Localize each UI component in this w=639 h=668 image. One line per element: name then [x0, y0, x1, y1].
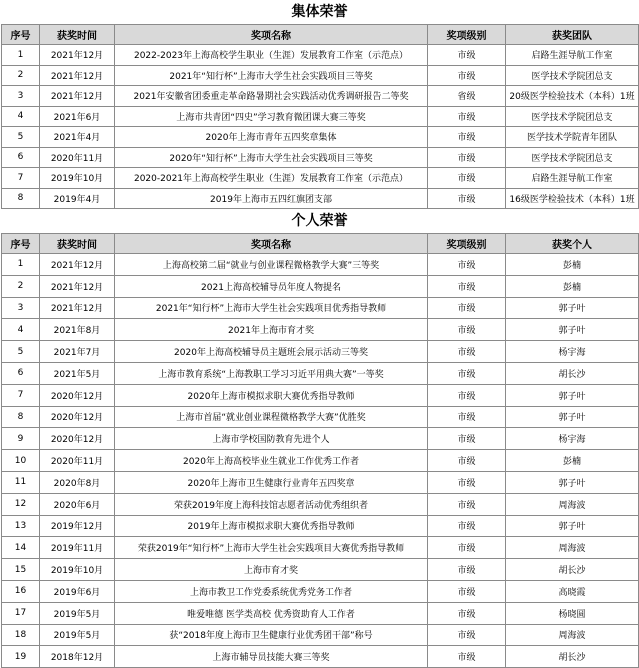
- cell-recipient: 郭子叶: [506, 406, 639, 428]
- cell-award: 2020年“知行杯”上海市大学生社会实践项目三等奖: [115, 147, 428, 168]
- cell-index: 4: [2, 319, 40, 341]
- cell-date: 2019年5月: [40, 624, 115, 646]
- table-row: [2, 515, 639, 537]
- table-row: [2, 493, 639, 515]
- cell-award: 2021年“知行杯”上海市大学生社会实践项目优秀指导教师: [115, 297, 428, 319]
- cell-index: 6: [2, 147, 40, 168]
- cell-recipient: 郭子叶: [506, 297, 639, 319]
- table-row: [2, 624, 639, 646]
- cell-recipient: 20级医学检验技术（本科）1班: [506, 86, 639, 107]
- cell-level: 市级: [428, 450, 506, 472]
- cell-level: 市级: [428, 127, 506, 148]
- cell-award: 上海市辅导员技能大赛三等奖: [115, 646, 428, 668]
- cell-index: 17: [2, 602, 40, 624]
- cell-index: 12: [2, 493, 40, 515]
- cell-award: 2020年上海高校辅导员主题班会展示活动三等奖: [115, 341, 428, 363]
- cell-level: 市级: [428, 341, 506, 363]
- cell-award: 2020年上海市模拟求职大赛优秀指导教师: [115, 384, 428, 406]
- cell-level: 市级: [428, 471, 506, 493]
- table-row: [2, 341, 639, 363]
- cell-award: 2021年上海市育才奖: [115, 319, 428, 341]
- cell-date: 2019年6月: [40, 580, 115, 602]
- cell-date: 2021年6月: [40, 106, 115, 127]
- cell-award: 上海市首届“就业创业课程微格教学大赛”优胜奖: [115, 406, 428, 428]
- table-row: [2, 319, 639, 341]
- cell-recipient: 16级医学检验技术（本科）1班: [506, 188, 639, 209]
- cell-date: 2019年4月: [40, 188, 115, 209]
- cell-index: 15: [2, 559, 40, 581]
- cell-award: 上海市育才奖: [115, 559, 428, 581]
- table-row: [2, 275, 639, 297]
- table-header-row: [2, 234, 639, 254]
- table-row: [2, 406, 639, 428]
- cell-level: 市级: [428, 275, 506, 297]
- cell-recipient: 医学技术学院青年团队: [506, 127, 639, 148]
- table-row: [2, 384, 639, 406]
- cell-level: 市级: [428, 188, 506, 209]
- cell-level: 市级: [428, 406, 506, 428]
- cell-award: 上海市共青团“四史”学习教育微团课大赛三等奖: [115, 106, 428, 127]
- cell-date: 2019年5月: [40, 602, 115, 624]
- cell-level: 市级: [428, 362, 506, 384]
- cell-date: 2021年5月: [40, 362, 115, 384]
- cell-index: 4: [2, 106, 40, 127]
- table-row: [2, 580, 639, 602]
- cell-index: 13: [2, 515, 40, 537]
- cell-level: 市级: [428, 537, 506, 559]
- cell-award: 2020年上海市青年五四奖章集体: [115, 127, 428, 148]
- col-header-recipient: 获奖个人: [506, 234, 639, 254]
- table-row: [2, 188, 639, 209]
- table-row: [2, 45, 639, 66]
- cell-award: 上海市学校国防教育先进个人: [115, 428, 428, 450]
- cell-award: 2020年上海市卫生健康行业青年五四奖章: [115, 471, 428, 493]
- cell-level: 省级: [428, 86, 506, 107]
- cell-recipient: 周海波: [506, 624, 639, 646]
- cell-recipient: 启路生涯导航工作室: [506, 168, 639, 189]
- cell-award: 2019年上海市模拟求职大赛优秀指导教师: [115, 515, 428, 537]
- col-header-date: 获奖时间: [40, 25, 115, 45]
- cell-index: 8: [2, 188, 40, 209]
- cell-award: 2020年上海高校毕业生就业工作优秀工作者: [115, 450, 428, 472]
- cell-recipient: 周海波: [506, 537, 639, 559]
- col-header-date: 获奖时间: [40, 234, 115, 254]
- collective-honors-title: 集体荣誉: [291, 4, 348, 20]
- cell-index: 16: [2, 580, 40, 602]
- cell-award: 唯爱唯德 医学类高校 优秀资助育人工作者: [115, 602, 428, 624]
- cell-level: 市级: [428, 602, 506, 624]
- cell-index: 14: [2, 537, 40, 559]
- individual-honors-section: [0, 209, 639, 668]
- cell-award: 2021年“知行杯”上海市大学生社会实践项目三等奖: [115, 65, 428, 86]
- cell-level: 市级: [428, 646, 506, 668]
- table-row: [2, 450, 639, 472]
- cell-date: 2020年11月: [40, 147, 115, 168]
- table-row: [2, 65, 639, 86]
- col-header-award: 奖项名称: [115, 234, 428, 254]
- cell-date: 2019年12月: [40, 515, 115, 537]
- cell-level: 市级: [428, 559, 506, 581]
- cell-index: 1: [2, 254, 40, 276]
- cell-level: 市级: [428, 147, 506, 168]
- individual-honors-table: [1, 233, 639, 668]
- cell-recipient: 郭子叶: [506, 515, 639, 537]
- cell-recipient: 郭子叶: [506, 471, 639, 493]
- cell-level: 市级: [428, 254, 506, 276]
- cell-index: 10: [2, 450, 40, 472]
- cell-award: 上海市教卫工作党委系统优秀党务工作者: [115, 580, 428, 602]
- table-row: [2, 602, 639, 624]
- individual-honors-title: 个人荣誉: [291, 213, 348, 229]
- table-row: [2, 127, 639, 148]
- cell-recipient: 胡长沙: [506, 559, 639, 581]
- cell-date: 2021年12月: [40, 65, 115, 86]
- cell-date: 2021年4月: [40, 127, 115, 148]
- cell-award: 2021上海高校辅导员年度人物提名: [115, 275, 428, 297]
- table-header-row: [2, 25, 639, 45]
- cell-recipient: 彭楠: [506, 450, 639, 472]
- table-row: [2, 254, 639, 276]
- cell-date: 2020年12月: [40, 406, 115, 428]
- table-row: [2, 559, 639, 581]
- cell-recipient: 郭子叶: [506, 319, 639, 341]
- table-row: [2, 86, 639, 107]
- cell-index: 7: [2, 384, 40, 406]
- cell-index: 7: [2, 168, 40, 189]
- col-header-index: 序号: [2, 234, 40, 254]
- cell-date: 2020年6月: [40, 493, 115, 515]
- cell-award: 荣获2019年“知行杯”上海市大学生社会实践项目大赛优秀指导教师: [115, 537, 428, 559]
- table-row: [2, 537, 639, 559]
- cell-recipient: 郭子叶: [506, 384, 639, 406]
- cell-date: 2020年12月: [40, 384, 115, 406]
- cell-level: 市级: [428, 428, 506, 450]
- cell-level: 市级: [428, 106, 506, 127]
- cell-recipient: 高晓霞: [506, 580, 639, 602]
- cell-index: 2: [2, 275, 40, 297]
- cell-date: 2020年8月: [40, 471, 115, 493]
- cell-award: 上海市教育系统“上海教职工学习习近平用典大赛”一等奖: [115, 362, 428, 384]
- cell-recipient: 杨晓圆: [506, 602, 639, 624]
- cell-date: 2019年10月: [40, 168, 115, 189]
- col-header-level: 奖项级别: [428, 234, 506, 254]
- table-row: [2, 428, 639, 450]
- cell-index: 3: [2, 86, 40, 107]
- table-row: [2, 646, 639, 668]
- cell-award: 2021年安徽省团委重走革命路暑期社会实践活动优秀调研报告二等奖: [115, 86, 428, 107]
- cell-date: 2019年10月: [40, 559, 115, 581]
- cell-level: 市级: [428, 384, 506, 406]
- cell-recipient: 医学技术学院团总支: [506, 65, 639, 86]
- cell-date: 2021年12月: [40, 45, 115, 66]
- cell-award: 获“2018年度上海市卫生健康行业优秀团干部”称号: [115, 624, 428, 646]
- col-header-award: 奖项名称: [115, 25, 428, 45]
- table-row: [2, 362, 639, 384]
- collective-honors-section: [0, 0, 639, 209]
- cell-level: 市级: [428, 624, 506, 646]
- table-row: [2, 471, 639, 493]
- collective-honors-table: [1, 24, 639, 209]
- cell-recipient: 医学技术学院团总支: [506, 106, 639, 127]
- cell-recipient: 杨宇海: [506, 341, 639, 363]
- cell-date: 2021年7月: [40, 341, 115, 363]
- cell-index: 9: [2, 428, 40, 450]
- cell-index: 3: [2, 297, 40, 319]
- cell-date: 2021年12月: [40, 297, 115, 319]
- cell-date: 2021年8月: [40, 319, 115, 341]
- cell-award: 2019年上海市五四红旗团支部: [115, 188, 428, 209]
- cell-recipient: 彭楠: [506, 275, 639, 297]
- cell-index: 2: [2, 65, 40, 86]
- cell-index: 8: [2, 406, 40, 428]
- cell-level: 市级: [428, 515, 506, 537]
- cell-date: 2021年12月: [40, 254, 115, 276]
- cell-recipient: 胡长沙: [506, 362, 639, 384]
- cell-recipient: 胡长沙: [506, 646, 639, 668]
- cell-index: 5: [2, 127, 40, 148]
- cell-award: 2022-2023年上海高校学生职业（生涯）发展教育工作室（示范点）: [115, 45, 428, 66]
- cell-date: 2020年11月: [40, 450, 115, 472]
- cell-award: 2020-2021年上海高校学生职业（生涯）发展教育工作室（示范点）: [115, 168, 428, 189]
- col-header-level: 奖项级别: [428, 25, 506, 45]
- cell-index: 5: [2, 341, 40, 363]
- cell-date: 2021年12月: [40, 275, 115, 297]
- cell-recipient: 杨宇海: [506, 428, 639, 450]
- cell-level: 市级: [428, 45, 506, 66]
- cell-date: 2020年12月: [40, 428, 115, 450]
- cell-level: 市级: [428, 65, 506, 86]
- cell-recipient: 医学技术学院团总支: [506, 147, 639, 168]
- table-row: [2, 106, 639, 127]
- cell-index: 18: [2, 624, 40, 646]
- cell-level: 市级: [428, 297, 506, 319]
- col-header-index: 序号: [2, 25, 40, 45]
- cell-index: 1: [2, 45, 40, 66]
- cell-date: 2019年11月: [40, 537, 115, 559]
- table-row: [2, 147, 639, 168]
- cell-date: 2018年12月: [40, 646, 115, 668]
- cell-recipient: 彭楠: [506, 254, 639, 276]
- cell-recipient: 启路生涯导航工作室: [506, 45, 639, 66]
- cell-level: 市级: [428, 580, 506, 602]
- cell-level: 市级: [428, 493, 506, 515]
- cell-award: 荣获2019年度上海科技馆志愿者活动优秀组织者: [115, 493, 428, 515]
- cell-recipient: 周海波: [506, 493, 639, 515]
- cell-date: 2021年12月: [40, 86, 115, 107]
- table-row: [2, 297, 639, 319]
- cell-index: 11: [2, 471, 40, 493]
- cell-level: 市级: [428, 168, 506, 189]
- cell-index: 6: [2, 362, 40, 384]
- cell-index: 19: [2, 646, 40, 668]
- cell-award: 上海高校第二届“就业与创业课程微格教学大赛”三等奖: [115, 254, 428, 276]
- cell-level: 市级: [428, 319, 506, 341]
- table-row: [2, 168, 639, 189]
- col-header-recipient: 获奖团队: [506, 25, 639, 45]
